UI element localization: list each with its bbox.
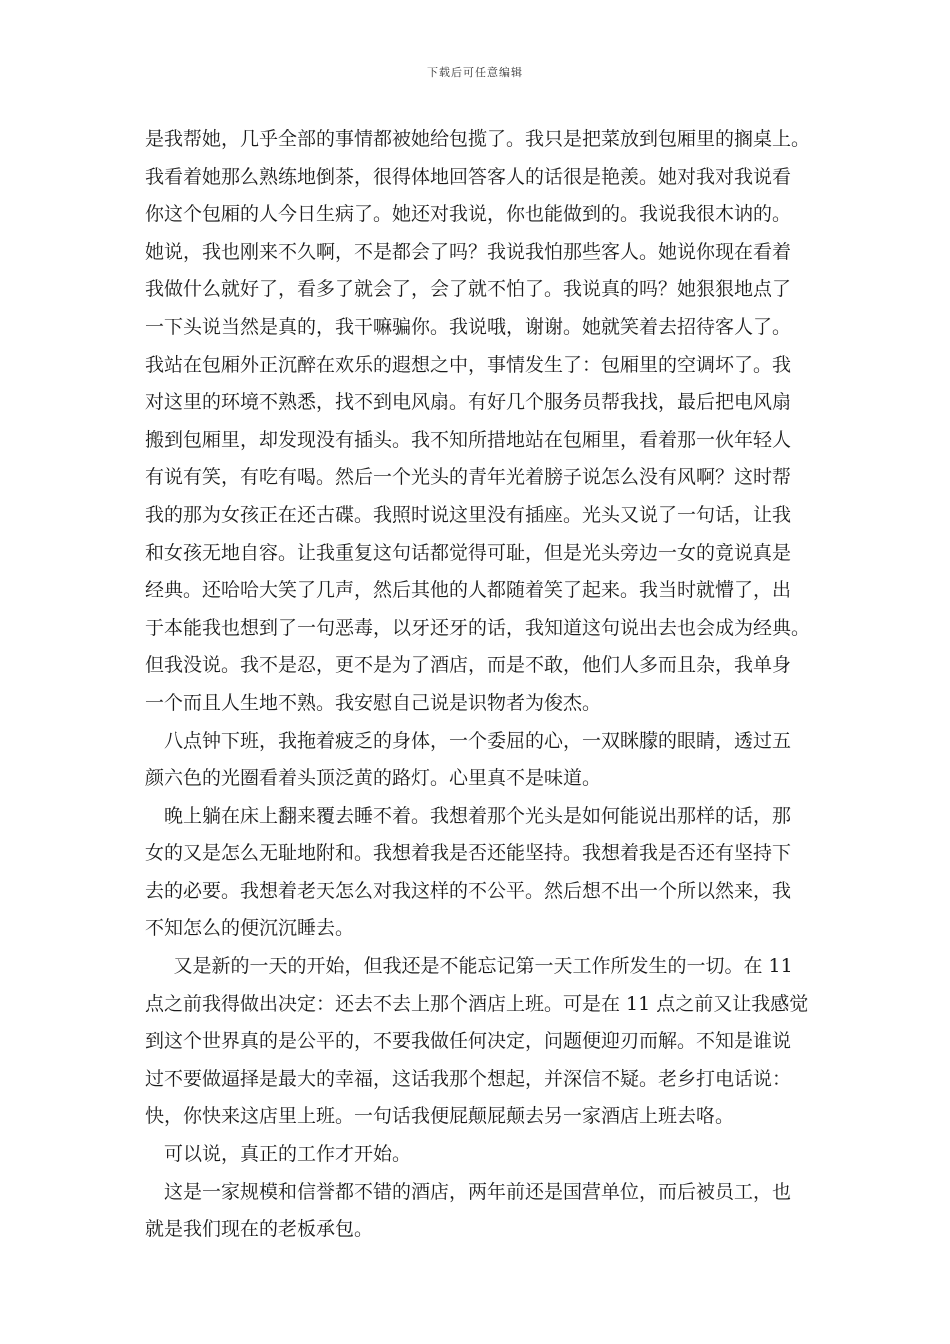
text-line: 你这个包厢的人今日生病了。她还对我说，你也能做到的。我说我很木讷的。 <box>145 203 792 226</box>
text-line: 一下头说当然是真的，我干嘛骗你。我说哦，谢谢。她就笑着去招待客人了。 <box>145 315 792 338</box>
text-line: 和女孩无地自容。让我重复这句话都觉得可耻，但是光头旁边一女的竟说真是 <box>145 541 792 564</box>
text-line: 又是新的一天的开始，但我还是不能忘记第一天工作所发生的一切。在 11 <box>173 955 793 978</box>
paragraph <box>145 1174 815 1249</box>
text-line: 但我没说。我不是忍，更不是为了酒店，而是不敢，他们人多而且杂，我单身 <box>145 654 792 677</box>
text-line: 是我帮她，几乎全部的事情都被她给包揽了。我只是把菜放到包厢里的搁桌上。 <box>145 128 811 150</box>
text-line: 我看着她那么熟练地倒茶，很得体地回答客人的话很是艳羡。她对我对我说看 <box>145 165 792 188</box>
paragraph <box>145 1136 815 1174</box>
document-body <box>145 121 815 1249</box>
text-line: 我做什么就好了，看多了就会了，会了就不怕了。我说真的吗？她狠狠地点了 <box>145 278 792 301</box>
text-line: 我站在包厢外正沉醉在欢乐的遐想之中，事情发生了：包厢里的空调坏了。我 <box>145 353 792 376</box>
text-line: 我的那为女孩正在还古碟。我照时说这里没有插座。光头又说了一句话，让我 <box>145 503 792 526</box>
page-header-note: 下载后可任意编辑 <box>427 66 523 79</box>
text-line: 经典。还哈哈大笑了几声，然后其他的人都随着笑了起来。我当时就懵了，出 <box>145 579 792 602</box>
text-line: 有说有笑，有吃有喝。然后一个光头的青年光着膀子说怎么没有风啊？这时帮 <box>145 466 792 489</box>
text-line: 这是一家规模和信誉都不错的酒店，两年前还是国营单位，而后被员工，也 <box>164 1180 792 1203</box>
text-line: 到这个世界真的是公平的，不要我做任何决定，问题便迎刃而解。不知是谁说 <box>145 1030 792 1053</box>
text-line: 快，你快来这店里上班。一句话我便屁颠屁颠去另一家酒店上班去咯。 <box>145 1105 735 1128</box>
text-line: 可以说，真正的工作才开始。 <box>164 1143 412 1166</box>
text-line: 于本能我也想到了一句恶毒，以牙还牙的话，我知道这句说出去也会成为经典。 <box>145 616 811 639</box>
text-line: 女的又是怎么无耻地附和。我想着我是否还能坚持。我想着我是否还有坚持下 <box>145 842 792 865</box>
text-line: 点之前我得做出决定：还去不去上那个酒店上班。可是在 11 点之前又让我感觉 <box>145 992 809 1015</box>
text-line: 过不要做逼择是最大的幸福，这话我那个想起，并深信不疑。老乡打电话说： <box>145 1067 792 1090</box>
text-line: 一个而且人生地不熟。我安慰自己说是识物者为俊杰。 <box>145 691 602 714</box>
text-line: 去的必要。我想着老天怎么对我这样的不公平。然后想不出一个所以然来，我 <box>145 879 792 902</box>
paragraph <box>145 948 815 1136</box>
paragraph <box>145 723 815 798</box>
text-line: 晚上躺在床上翻来覆去睡不着。我想着那个光头是如何能说出那样的话，那 <box>164 804 792 827</box>
text-line: 不知怎么的便沉沉睡去。 <box>145 917 355 940</box>
text-line: 就是我们现在的老板承包。 <box>145 1218 374 1241</box>
paragraph <box>145 121 815 723</box>
text-line: 她说，我也刚来不久啊，不是都会了吗？我说我怕那些客人。她说你现在看着 <box>145 240 792 263</box>
text-line: 搬到包厢里，却发现没有插头。我不知所措地站在包厢里，看着那一伙年轻人 <box>145 428 792 451</box>
text-line: 对这里的环境不熟悉，找不到电风扇。有好几个服务员帮我找，最后把电风扇 <box>145 391 792 414</box>
text-line: 颜六色的光圈看着头顶泛黄的路灯。心里真不是味道。 <box>145 767 602 790</box>
text-line: 八点钟下班，我拖着疲乏的身体，一个委屈的心，一双眯朦的眼睛，透过五 <box>164 729 792 752</box>
paragraph <box>145 798 815 948</box>
